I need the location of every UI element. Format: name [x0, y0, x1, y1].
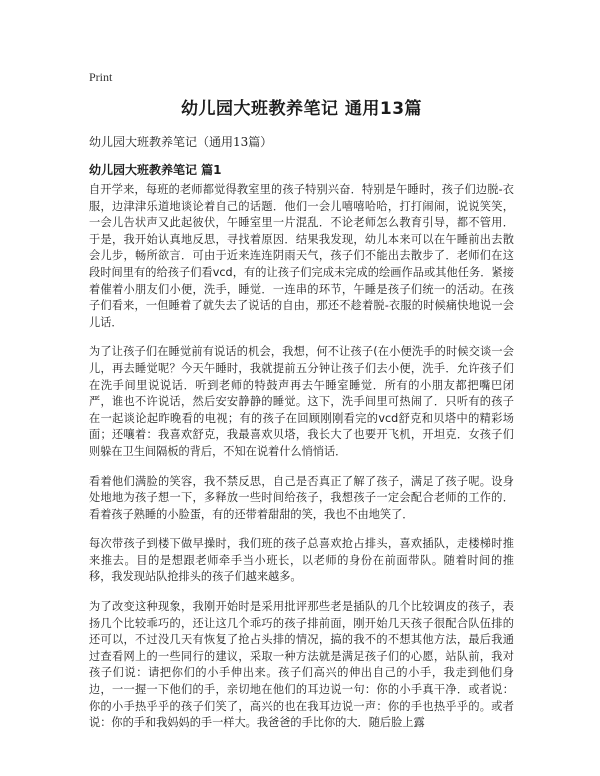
document-page: [89, 0, 514, 776]
page-subtitle: 幼儿园大班教养笔记（通用13篇）: [89, 135, 273, 149]
paragraph-4: 每次带孩子到楼下做早操时，我们班的孩子总喜欢抢占排头，喜欢插队，走楼梯时推来推去。目的是想跟老师牵手当小班长，以老师的身份在前面带队。随着时间的推移，我发现站队抢排头的孩子们越来越多。: [89, 537, 514, 584]
paragraph-2: 为了让孩子们在睡觉前有说话的机会，我想，何不让孩子(在小便洗手的时候交谈一会儿，再去睡觉呢？今天午睡时，我就提前五分钟让孩子们去小便，洗手．允许孩子们在洗手间里说说话．听到老师的特鼓声再去午睡室睡觉．所有的小朋友都把嘴巴闭严，谁也不许说话，然后安安静静的睡觉。这下，洗手间里可热闹了．只听有的孩子在一起谈论起昨晚看的电视；有的孩子在回顾刚刚看完的vcd舒克和贝塔中的精彩场面；还嚷着：我喜欢舒克，我最喜欢贝塔，我长大了也要开飞机，开坦克．女孩子们则躲在卫生间隔板的背后，不知在说着什么悄悄话．: [89, 345, 514, 458]
section-heading: 幼儿园大班教养笔记 篇1: [89, 163, 222, 177]
page-title: 幼儿园大班教养笔记 通用13篇: [180, 99, 423, 119]
body-text: [89, 182, 514, 745]
paragraph-3: 看着他们满脸的笑容，我不禁反思，自己是否真正了解了孩子，满足了孩子呢。设身处地地为孩子想一下，多释放一些时间给孩子，我想孩子一定会配合老师的工作的．看着孩子熟睡的小脸蛋，有的还带着甜甜的笑，我也不由地笑了．: [89, 474, 514, 521]
print-label: Print: [89, 70, 113, 84]
paragraph-1: 自开学来，每班的老师都觉得教室里的孩子特别兴奋．特别是午睡时，孩子们边脱-衣服，边津津乐道地谈论着自己的话题．他们一会儿嘻嘻哈哈，打打闹闹，说说笑笑，一会儿告状声又此起彼伏，午睡室里一片混乱．不论老师怎么教育引导，都不管用．于是，我开始认真地反思，寻找着原因．结果我发现，幼儿本来可以在午睡前出去散会儿步，畅所欲言．可由于近来连连阴雨天气，孩子们不能出去散步了．老师们在这段时间里有的给孩子们看vcd，有的让孩子们完成未完成的绘画作品或其他任务．紧接着催着小朋友们小便，洗手，睡觉．一连串的环节，午睡是孩子们统一的活动。在孩子们看来，一但睡着了就失去了说话的自由，那还不趁着脱-衣服的时候痛快地说一会儿话．: [89, 183, 514, 329]
paragraph-5: 为了改变这种现象，我刚开始时是采用批评那些老是插队的几个比较调皮的孩子，表扬几个比较乖巧的，还让这几个乖巧的孩子排前面，刚开始几天孩子很配合队伍排的还可以，不过没几天有恢复了抢占头排的情况，搞的我不的不想其他方法，最后我通过查看网上的一些同行的建议，采取一种方法就是满足孩子们的心愿，站队前，我对孩子们说：请把你们的小手伸出来。孩子们高兴的伸出自己的小手，我走到他们身边，一一握一下他们的手，亲切地在他们的耳边说一句：你的小手真干净．或者说：你的小手热乎乎的孩子们笑了，高兴的也在我耳边说一声：你的手也热乎乎的。或者说：你的手和我妈妈的手一样大。我爸爸的手比你的大．随后脸上露: [89, 600, 514, 730]
